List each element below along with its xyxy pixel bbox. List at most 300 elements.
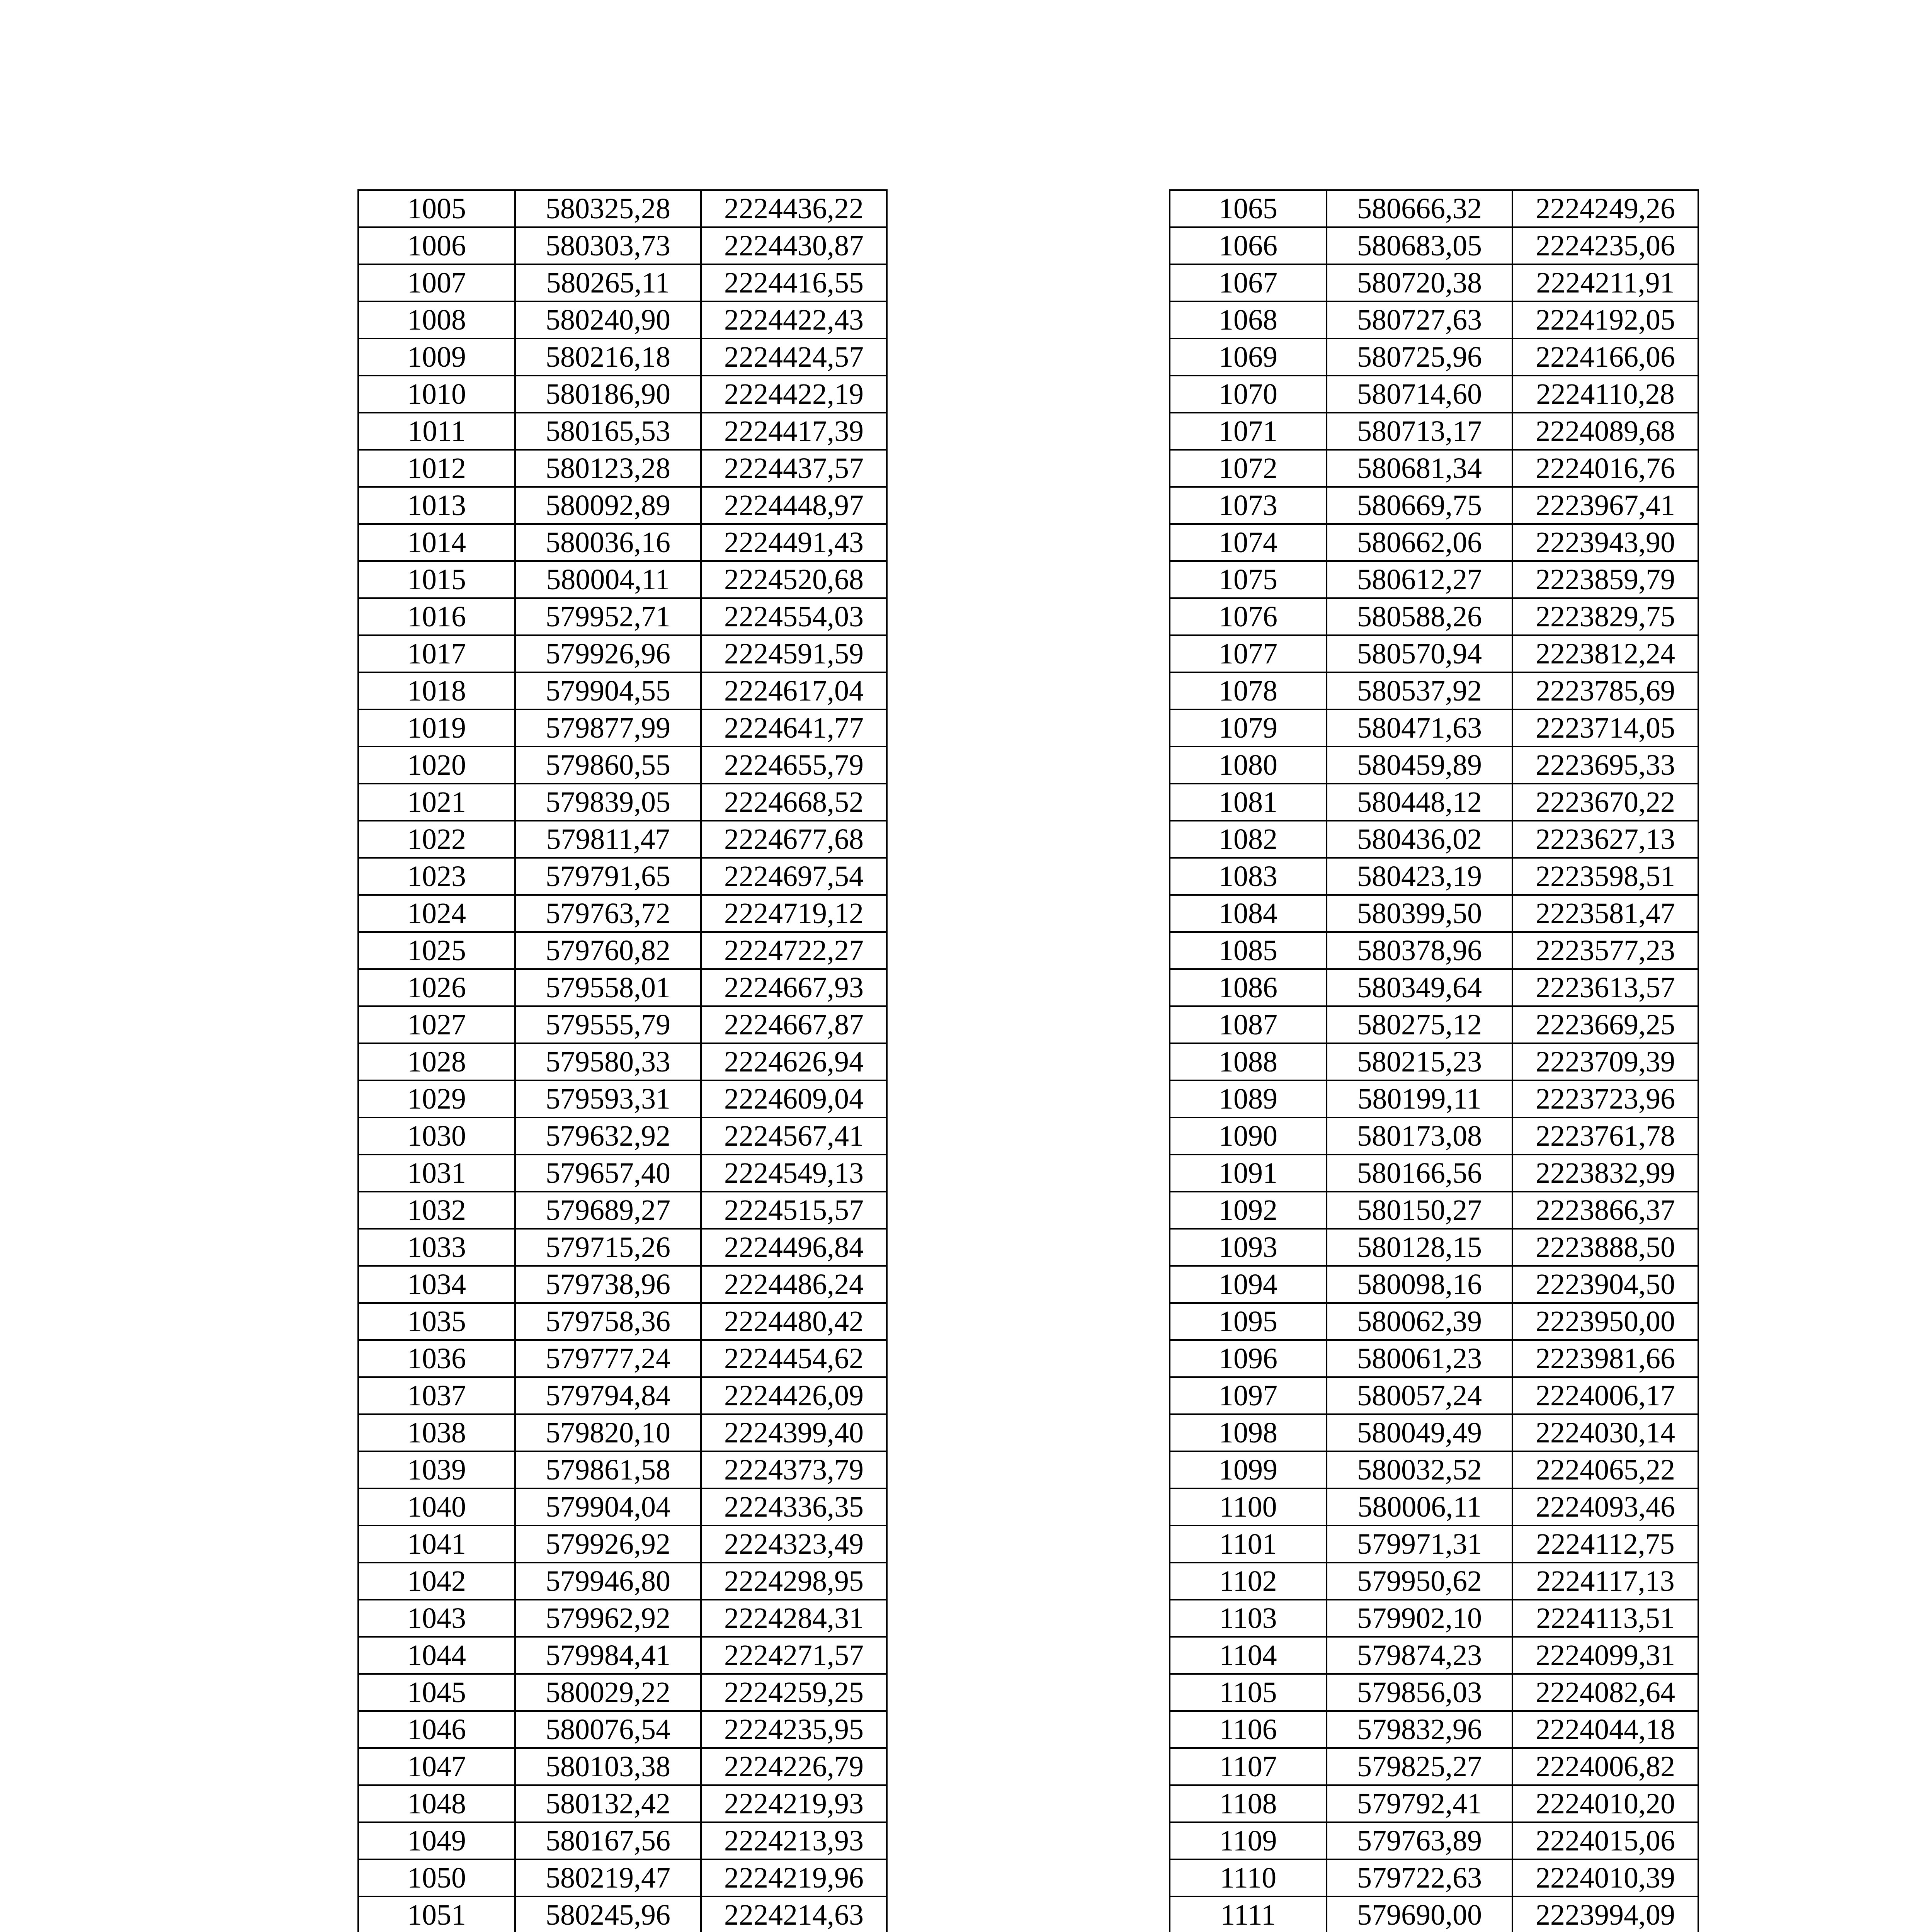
table-row: [1170, 709, 1698, 747]
point-number-cell: 1049: [358, 1822, 515, 1859]
table-row: [358, 747, 887, 784]
x-coordinate-cell: 579904,04: [515, 1488, 701, 1526]
x-coordinate-cell: 580186,90: [515, 376, 701, 413]
table-row: [1170, 264, 1698, 301]
point-number-cell: 1105: [1170, 1674, 1327, 1711]
point-number-cell: 1089: [1170, 1080, 1327, 1117]
point-number-cell: 1067: [1170, 264, 1327, 301]
table-row: [1170, 1748, 1698, 1785]
point-number-cell: 1010: [358, 376, 515, 413]
y-coordinate-cell: 2224259,25: [701, 1674, 887, 1711]
table-row: [358, 821, 887, 858]
y-coordinate-cell: 2223981,66: [1512, 1340, 1698, 1377]
table-row: [1170, 858, 1698, 895]
x-coordinate-cell: 580714,60: [1327, 376, 1512, 413]
point-number-cell: 1045: [358, 1674, 515, 1711]
y-coordinate-cell: 2224006,82: [1512, 1748, 1698, 1785]
point-number-cell: 1011: [358, 413, 515, 450]
x-coordinate-cell: 580666,32: [1327, 190, 1512, 227]
point-number-cell: 1015: [358, 561, 515, 598]
table-row: [358, 450, 887, 487]
x-coordinate-cell: 580032,52: [1327, 1451, 1512, 1488]
table-row: [358, 1896, 887, 1932]
x-coordinate-cell: 580062,39: [1327, 1303, 1512, 1340]
y-coordinate-cell: 2224214,63: [701, 1896, 887, 1932]
y-coordinate-cell: 2223967,41: [1512, 487, 1698, 524]
x-coordinate-cell: 579962,92: [515, 1600, 701, 1637]
y-coordinate-cell: 2224271,57: [701, 1637, 887, 1674]
point-number-cell: 1093: [1170, 1229, 1327, 1266]
table-row: [358, 1785, 887, 1822]
x-coordinate-cell: 579792,41: [1327, 1785, 1512, 1822]
table-row: [358, 1266, 887, 1303]
y-coordinate-cell: 2223994,09: [1512, 1896, 1698, 1932]
table-row: [1170, 1711, 1698, 1748]
table-row: [358, 1488, 887, 1526]
x-coordinate-cell: 580727,63: [1327, 301, 1512, 338]
table-row: [358, 227, 887, 264]
table-row: [1170, 524, 1698, 561]
point-number-cell: 1079: [1170, 709, 1327, 747]
table-row: [358, 413, 887, 450]
y-coordinate-cell: 2224249,26: [1512, 190, 1698, 227]
point-number-cell: 1040: [358, 1488, 515, 1526]
x-coordinate-cell: 580265,11: [515, 264, 701, 301]
table-row: [358, 1080, 887, 1117]
x-coordinate-cell: 579946,80: [515, 1563, 701, 1600]
table-row: [358, 635, 887, 672]
y-coordinate-cell: 2224006,17: [1512, 1377, 1698, 1414]
x-coordinate-cell: 580471,63: [1327, 709, 1512, 747]
x-coordinate-cell: 580057,24: [1327, 1377, 1512, 1414]
point-number-cell: 1073: [1170, 487, 1327, 524]
table-row: [1170, 561, 1698, 598]
y-coordinate-cell: 2223695,33: [1512, 747, 1698, 784]
x-coordinate-cell: 579902,10: [1327, 1600, 1512, 1637]
x-coordinate-cell: 580219,47: [515, 1859, 701, 1896]
y-coordinate-cell: 2224065,22: [1512, 1451, 1698, 1488]
point-number-cell: 1097: [1170, 1377, 1327, 1414]
y-coordinate-cell: 2224015,06: [1512, 1822, 1698, 1859]
point-number-cell: 1017: [358, 635, 515, 672]
point-number-cell: 1102: [1170, 1563, 1327, 1600]
x-coordinate-cell: 579763,89: [1327, 1822, 1512, 1859]
y-coordinate-cell: 2224192,05: [1512, 301, 1698, 338]
point-number-cell: 1006: [358, 227, 515, 264]
x-coordinate-cell: 580006,11: [1327, 1488, 1512, 1526]
table-row: [1170, 301, 1698, 338]
point-number-cell: 1008: [358, 301, 515, 338]
point-number-cell: 1031: [358, 1155, 515, 1192]
table-row: [1170, 1822, 1698, 1859]
y-coordinate-cell: 2224099,31: [1512, 1637, 1698, 1674]
x-coordinate-cell: 580167,56: [515, 1822, 701, 1859]
point-number-cell: 1005: [358, 190, 515, 227]
y-coordinate-cell: 2223613,57: [1512, 969, 1698, 1006]
point-number-cell: 1009: [358, 338, 515, 376]
x-coordinate-cell: 580216,18: [515, 338, 701, 376]
y-coordinate-cell: 2224480,42: [701, 1303, 887, 1340]
y-coordinate-cell: 2223859,79: [1512, 561, 1698, 598]
y-coordinate-cell: 2223866,37: [1512, 1192, 1698, 1229]
point-number-cell: 1094: [1170, 1266, 1327, 1303]
table-row: [358, 1748, 887, 1785]
y-coordinate-cell: 2224298,95: [701, 1563, 887, 1600]
point-number-cell: 1033: [358, 1229, 515, 1266]
y-coordinate-cell: 2224486,24: [701, 1266, 887, 1303]
table-row: [1170, 1340, 1698, 1377]
x-coordinate-cell: 580681,34: [1327, 450, 1512, 487]
y-coordinate-cell: 2224626,94: [701, 1043, 887, 1080]
point-number-cell: 1037: [358, 1377, 515, 1414]
point-number-cell: 1069: [1170, 338, 1327, 376]
y-coordinate-cell: 2224082,64: [1512, 1674, 1698, 1711]
y-coordinate-cell: 2224667,87: [701, 1006, 887, 1043]
table-row: [358, 932, 887, 969]
table-row: [358, 969, 887, 1006]
point-number-cell: 1016: [358, 598, 515, 635]
point-number-cell: 1048: [358, 1785, 515, 1822]
table-row: [1170, 1488, 1698, 1526]
x-coordinate-cell: 579657,40: [515, 1155, 701, 1192]
table-row: [358, 376, 887, 413]
point-number-cell: 1020: [358, 747, 515, 784]
y-coordinate-cell: 2224235,95: [701, 1711, 887, 1748]
table-row: [1170, 1006, 1698, 1043]
point-number-cell: 1021: [358, 784, 515, 821]
point-number-cell: 1022: [358, 821, 515, 858]
y-coordinate-cell: 2223832,99: [1512, 1155, 1698, 1192]
point-number-cell: 1071: [1170, 413, 1327, 450]
point-number-cell: 1029: [358, 1080, 515, 1117]
x-coordinate-cell: 579926,96: [515, 635, 701, 672]
table-row: [1170, 1117, 1698, 1155]
table-row: [358, 1859, 887, 1896]
point-number-cell: 1091: [1170, 1155, 1327, 1192]
x-coordinate-cell: 580275,12: [1327, 1006, 1512, 1043]
y-coordinate-cell: 2224235,06: [1512, 227, 1698, 264]
table-row: [1170, 1600, 1698, 1637]
point-number-cell: 1034: [358, 1266, 515, 1303]
table-row: [1170, 1303, 1698, 1340]
point-number-cell: 1077: [1170, 635, 1327, 672]
table-row: [1170, 672, 1698, 709]
y-coordinate-cell: 2224668,52: [701, 784, 887, 821]
table-row: [1170, 376, 1698, 413]
point-number-cell: 1083: [1170, 858, 1327, 895]
table-row: [1170, 1451, 1698, 1488]
table-row: [358, 301, 887, 338]
point-number-cell: 1012: [358, 450, 515, 487]
point-number-cell: 1110: [1170, 1859, 1327, 1896]
y-coordinate-cell: 2223943,90: [1512, 524, 1698, 561]
x-coordinate-cell: 580166,56: [1327, 1155, 1512, 1192]
coordinates-table-left: [357, 189, 888, 1932]
point-number-cell: 1047: [358, 1748, 515, 1785]
point-number-cell: 1036: [358, 1340, 515, 1377]
y-coordinate-cell: 2224089,68: [1512, 413, 1698, 450]
point-number-cell: 1096: [1170, 1340, 1327, 1377]
y-coordinate-cell: 2224112,75: [1512, 1526, 1698, 1563]
x-coordinate-cell: 580173,08: [1327, 1117, 1512, 1155]
y-coordinate-cell: 2224591,59: [701, 635, 887, 672]
x-coordinate-cell: 579860,55: [515, 747, 701, 784]
point-number-cell: 1081: [1170, 784, 1327, 821]
x-coordinate-cell: 580029,22: [515, 1674, 701, 1711]
x-coordinate-cell: 580325,28: [515, 190, 701, 227]
point-number-cell: 1065: [1170, 190, 1327, 227]
point-number-cell: 1076: [1170, 598, 1327, 635]
table-row: [1170, 1192, 1698, 1229]
y-coordinate-cell: 2224520,68: [701, 561, 887, 598]
point-number-cell: 1035: [358, 1303, 515, 1340]
x-coordinate-cell: 579825,27: [1327, 1748, 1512, 1785]
x-coordinate-cell: 580303,73: [515, 227, 701, 264]
point-number-cell: 1107: [1170, 1748, 1327, 1785]
point-number-cell: 1032: [358, 1192, 515, 1229]
point-number-cell: 1023: [358, 858, 515, 895]
x-coordinate-cell: 580245,96: [515, 1896, 701, 1932]
y-coordinate-cell: 2224284,31: [701, 1600, 887, 1637]
x-coordinate-cell: 580128,15: [1327, 1229, 1512, 1266]
table-row: [1170, 1043, 1698, 1080]
x-coordinate-cell: 579632,92: [515, 1117, 701, 1155]
point-number-cell: 1099: [1170, 1451, 1327, 1488]
table-row: [1170, 1155, 1698, 1192]
x-coordinate-cell: 580098,16: [1327, 1266, 1512, 1303]
y-coordinate-cell: 2224677,68: [701, 821, 887, 858]
table-row: [1170, 784, 1698, 821]
y-coordinate-cell: 2224323,49: [701, 1526, 887, 1563]
y-coordinate-cell: 2224719,12: [701, 895, 887, 932]
y-coordinate-cell: 2223888,50: [1512, 1229, 1698, 1266]
x-coordinate-cell: 580588,26: [1327, 598, 1512, 635]
table-row: [358, 1600, 887, 1637]
y-coordinate-cell: 2224722,27: [701, 932, 887, 969]
point-number-cell: 1043: [358, 1600, 515, 1637]
x-coordinate-cell: 580349,64: [1327, 969, 1512, 1006]
table-row: [358, 672, 887, 709]
x-coordinate-cell: 580683,05: [1327, 227, 1512, 264]
table-row: [358, 1043, 887, 1080]
x-coordinate-cell: 579558,01: [515, 969, 701, 1006]
point-number-cell: 1106: [1170, 1711, 1327, 1748]
point-number-cell: 1085: [1170, 932, 1327, 969]
point-number-cell: 1082: [1170, 821, 1327, 858]
table-row: [1170, 821, 1698, 858]
table-row: [1170, 1785, 1698, 1822]
table-row: [1170, 598, 1698, 635]
table-row: [358, 1674, 887, 1711]
x-coordinate-cell: 580720,38: [1327, 264, 1512, 301]
point-number-cell: 1038: [358, 1414, 515, 1451]
point-number-cell: 1088: [1170, 1043, 1327, 1080]
y-coordinate-cell: 2224554,03: [701, 598, 887, 635]
table-row: [1170, 1859, 1698, 1896]
table-row: [358, 1414, 887, 1451]
point-number-cell: 1098: [1170, 1414, 1327, 1451]
table-row: [1170, 1674, 1698, 1711]
x-coordinate-cell: 579832,96: [1327, 1711, 1512, 1748]
point-number-cell: 1109: [1170, 1822, 1327, 1859]
table-row: [1170, 1526, 1698, 1563]
y-coordinate-cell: 2224448,97: [701, 487, 887, 524]
x-coordinate-cell: 580378,96: [1327, 932, 1512, 969]
y-coordinate-cell: 2224430,87: [701, 227, 887, 264]
y-coordinate-cell: 2224016,76: [1512, 450, 1698, 487]
x-coordinate-cell: 579763,72: [515, 895, 701, 932]
point-number-cell: 1066: [1170, 227, 1327, 264]
y-coordinate-cell: 2223670,22: [1512, 784, 1698, 821]
x-coordinate-cell: 579820,10: [515, 1414, 701, 1451]
y-coordinate-cell: 2224166,06: [1512, 338, 1698, 376]
y-coordinate-cell: 2224655,79: [701, 747, 887, 784]
point-number-cell: 1090: [1170, 1117, 1327, 1155]
y-coordinate-cell: 2224219,96: [701, 1859, 887, 1896]
y-coordinate-cell: 2224567,41: [701, 1117, 887, 1155]
x-coordinate-cell: 580123,28: [515, 450, 701, 487]
point-number-cell: 1080: [1170, 747, 1327, 784]
table-row: [358, 858, 887, 895]
y-coordinate-cell: 2224667,93: [701, 969, 887, 1006]
y-coordinate-cell: 2224609,04: [701, 1080, 887, 1117]
table-row: [358, 1303, 887, 1340]
table-row: [358, 1563, 887, 1600]
y-coordinate-cell: 2224213,93: [701, 1822, 887, 1859]
point-number-cell: 1041: [358, 1526, 515, 1563]
x-coordinate-cell: 580132,42: [515, 1785, 701, 1822]
y-coordinate-cell: 2223598,51: [1512, 858, 1698, 895]
table-row: [358, 1229, 887, 1266]
x-coordinate-cell: 579758,36: [515, 1303, 701, 1340]
table-row: [1170, 932, 1698, 969]
x-coordinate-cell: 579777,24: [515, 1340, 701, 1377]
x-coordinate-cell: 579874,23: [1327, 1637, 1512, 1674]
table-row: [358, 1822, 887, 1859]
point-number-cell: 1092: [1170, 1192, 1327, 1229]
y-coordinate-cell: 2224454,62: [701, 1340, 887, 1377]
x-coordinate-cell: 579984,41: [515, 1637, 701, 1674]
table-row: [358, 784, 887, 821]
y-coordinate-cell: 2224491,43: [701, 524, 887, 561]
x-coordinate-cell: 580150,27: [1327, 1192, 1512, 1229]
y-coordinate-cell: 2224211,91: [1512, 264, 1698, 301]
y-coordinate-cell: 2224549,13: [701, 1155, 887, 1192]
x-coordinate-cell: 580399,50: [1327, 895, 1512, 932]
y-coordinate-cell: 2224436,22: [701, 190, 887, 227]
point-number-cell: 1014: [358, 524, 515, 561]
table-row: [358, 524, 887, 561]
table-row: [1170, 227, 1698, 264]
point-number-cell: 1039: [358, 1451, 515, 1488]
x-coordinate-cell: 579971,31: [1327, 1526, 1512, 1563]
y-coordinate-cell: 2224515,57: [701, 1192, 887, 1229]
x-coordinate-cell: 580423,19: [1327, 858, 1512, 895]
x-coordinate-cell: 579811,47: [515, 821, 701, 858]
y-coordinate-cell: 2224336,35: [701, 1488, 887, 1526]
point-number-cell: 1104: [1170, 1637, 1327, 1674]
y-coordinate-cell: 2223785,69: [1512, 672, 1698, 709]
table-row: [1170, 1896, 1698, 1932]
x-coordinate-cell: 579950,62: [1327, 1563, 1512, 1600]
x-coordinate-cell: 580004,11: [515, 561, 701, 598]
y-coordinate-cell: 2223761,78: [1512, 1117, 1698, 1155]
y-coordinate-cell: 2224496,84: [701, 1229, 887, 1266]
point-number-cell: 1075: [1170, 561, 1327, 598]
point-number-cell: 1046: [358, 1711, 515, 1748]
table-row: [1170, 1377, 1698, 1414]
y-coordinate-cell: 2223829,75: [1512, 598, 1698, 635]
x-coordinate-cell: 579738,96: [515, 1266, 701, 1303]
point-number-cell: 1103: [1170, 1600, 1327, 1637]
x-coordinate-cell: 579794,84: [515, 1377, 701, 1414]
table-row: [358, 190, 887, 227]
x-coordinate-cell: 579856,03: [1327, 1674, 1512, 1711]
x-coordinate-cell: 580713,17: [1327, 413, 1512, 450]
coordinates-table-body: [358, 190, 887, 1932]
x-coordinate-cell: 579555,79: [515, 1006, 701, 1043]
table-row: [1170, 1637, 1698, 1674]
table-row: [358, 709, 887, 747]
table-row: [358, 561, 887, 598]
y-coordinate-cell: 2224010,20: [1512, 1785, 1698, 1822]
point-number-cell: 1111: [1170, 1896, 1327, 1932]
point-number-cell: 1007: [358, 264, 515, 301]
y-coordinate-cell: 2224030,14: [1512, 1414, 1698, 1451]
y-coordinate-cell: 2223709,39: [1512, 1043, 1698, 1080]
table-row: [1170, 487, 1698, 524]
y-coordinate-cell: 2224697,54: [701, 858, 887, 895]
point-number-cell: 1086: [1170, 969, 1327, 1006]
y-coordinate-cell: 2223812,24: [1512, 635, 1698, 672]
point-number-cell: 1025: [358, 932, 515, 969]
x-coordinate-cell: 579715,26: [515, 1229, 701, 1266]
table-row: [1170, 1414, 1698, 1451]
table-row: [1170, 1266, 1698, 1303]
y-coordinate-cell: 2224416,55: [701, 264, 887, 301]
point-number-cell: 1078: [1170, 672, 1327, 709]
x-coordinate-cell: 580092,89: [515, 487, 701, 524]
y-coordinate-cell: 2224010,39: [1512, 1859, 1698, 1896]
x-coordinate-cell: 580436,02: [1327, 821, 1512, 858]
y-coordinate-cell: 2224641,77: [701, 709, 887, 747]
table-row: [358, 1117, 887, 1155]
point-number-cell: 1044: [358, 1637, 515, 1674]
x-coordinate-cell: 579689,27: [515, 1192, 701, 1229]
point-number-cell: 1042: [358, 1563, 515, 1600]
table-row: [358, 487, 887, 524]
point-number-cell: 1019: [358, 709, 515, 747]
table-row: [358, 338, 887, 376]
table-row: [358, 1526, 887, 1563]
point-number-cell: 1026: [358, 969, 515, 1006]
y-coordinate-cell: 2223904,50: [1512, 1266, 1698, 1303]
x-coordinate-cell: 579690,00: [1327, 1896, 1512, 1932]
table-row: [358, 598, 887, 635]
table-row: [358, 1377, 887, 1414]
table-row: [1170, 450, 1698, 487]
coordinates-table-body: [1170, 190, 1698, 1932]
point-number-cell: 1072: [1170, 450, 1327, 487]
x-coordinate-cell: 579593,31: [515, 1080, 701, 1117]
table-row: [1170, 1229, 1698, 1266]
x-coordinate-cell: 580448,12: [1327, 784, 1512, 821]
point-number-cell: 1030: [358, 1117, 515, 1155]
point-number-cell: 1051: [358, 1896, 515, 1932]
table-row: [358, 1192, 887, 1229]
x-coordinate-cell: 579904,55: [515, 672, 701, 709]
x-coordinate-cell: 579926,92: [515, 1526, 701, 1563]
